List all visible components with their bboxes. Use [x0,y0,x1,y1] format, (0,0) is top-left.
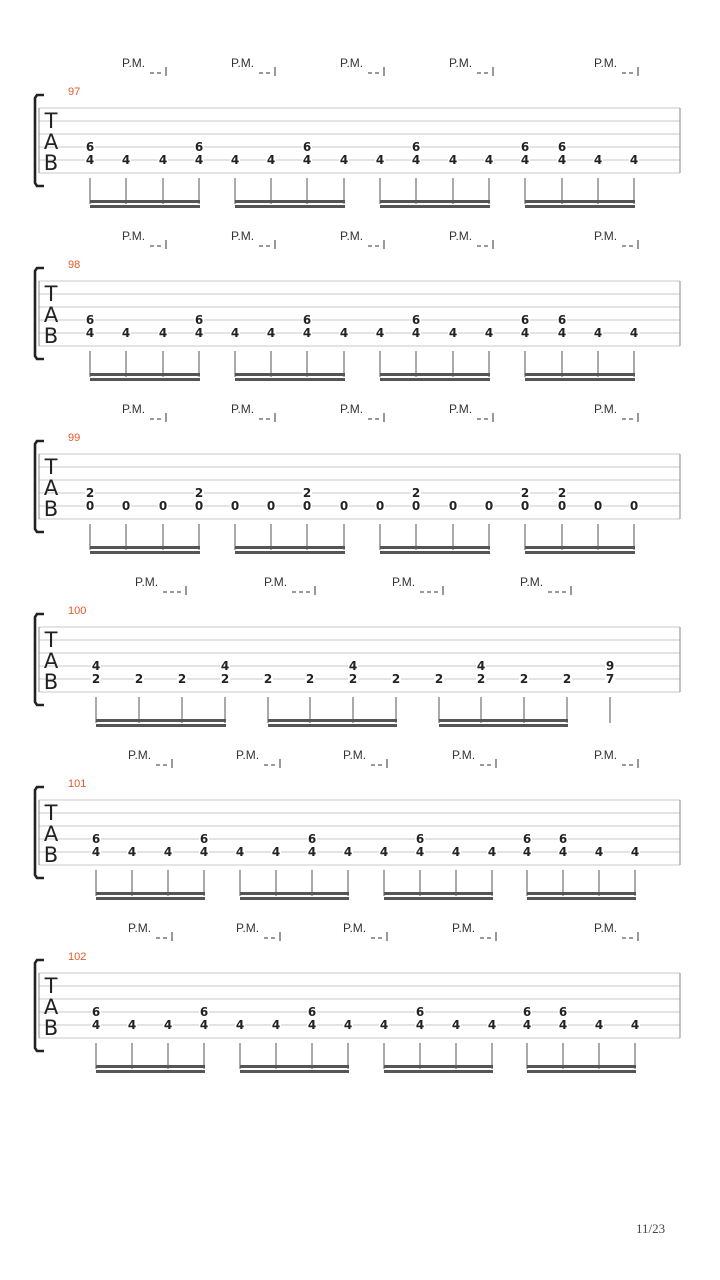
fret-number: 4 [411,326,421,340]
fret-number: 4 [199,845,209,859]
fret-number: 4 [558,845,568,859]
fret-number: 4 [448,153,458,167]
fret-number: 4 [266,326,276,340]
fret-number: 6 [411,313,421,327]
fret-number: 4 [451,845,461,859]
measure-number: 98 [68,259,81,271]
fret-number: 2 [476,672,486,686]
measure-number: 100 [68,605,87,617]
tab-clef-letter: T [44,109,58,133]
fret-number: 0 [557,499,567,513]
palm-mute-label: P.M. [449,56,473,70]
fret-number: 4 [415,1018,425,1032]
fret-number: 4 [379,1018,389,1032]
fret-number: 6 [558,1005,568,1019]
fret-number: 4 [235,1018,245,1032]
fret-number: 4 [271,845,281,859]
fret-number: 0 [230,499,240,513]
fret-number: 2 [348,672,358,686]
fret-number: 4 [343,845,353,859]
beam [525,378,635,381]
fret-number: 4 [266,153,276,167]
beam [96,1070,205,1073]
fret-number: 2 [194,486,204,500]
fret-number: 4 [271,1018,281,1032]
tab-clef-letter: B [43,324,59,348]
tab-clef-letter: B [43,151,59,175]
palm-mute-label: P.M. [520,575,544,589]
palm-mute-label: P.M. [135,575,159,589]
fret-number: 2 [91,672,101,686]
beam [96,719,226,722]
fret-number: 6 [415,1005,425,1019]
fret-number: 6 [194,140,204,154]
beam [525,205,635,208]
fret-number: 4 [230,153,240,167]
fret-number: 4 [91,659,101,673]
fret-number: 6 [558,832,568,846]
fret-number: 9 [605,659,615,673]
fret-number: 6 [194,313,204,327]
beam [235,200,345,203]
palm-mute-label: P.M. [343,748,367,762]
fret-number: 4 [487,1018,497,1032]
beam [527,897,636,900]
fret-number: 4 [629,153,639,167]
tab-clef-letter: A [43,822,59,846]
fret-number: 0 [158,499,168,513]
palm-mute-label: P.M. [449,402,473,416]
fret-number: 4 [522,1018,532,1032]
fret-number: 4 [343,1018,353,1032]
fret-number: 6 [520,313,530,327]
beam [240,1070,349,1073]
beam [525,546,635,549]
fret-number: 2 [263,672,273,686]
fret-number: 6 [522,1005,532,1019]
fret-number: 4 [557,326,567,340]
fret-number: 4 [121,153,131,167]
fret-number: 6 [307,832,317,846]
fret-number: 6 [307,1005,317,1019]
beam [439,719,568,722]
fret-number: 0 [266,499,276,513]
fret-number: 4 [594,1018,604,1032]
palm-mute-label: P.M. [128,921,152,935]
fret-number: 4 [230,326,240,340]
fret-number: 4 [194,153,204,167]
fret-number: 6 [557,140,567,154]
beam [235,378,345,381]
fret-number: 4 [629,326,639,340]
beam [90,551,200,554]
fret-number: 4 [520,326,530,340]
beam [380,378,490,381]
fret-number: 4 [476,659,486,673]
fret-number: 4 [127,1018,137,1032]
fret-number: 4 [91,1018,101,1032]
fret-number: 4 [307,845,317,859]
fret-number: 4 [593,153,603,167]
tab-clef-letter: T [44,455,58,479]
fret-number: 4 [411,153,421,167]
fret-number: 4 [339,153,349,167]
palm-mute-label: P.M. [343,921,367,935]
fret-number: 4 [375,326,385,340]
fret-number: 4 [235,845,245,859]
fret-number: 4 [163,845,173,859]
beam [96,897,205,900]
tab-clef-letter: B [43,843,59,867]
fret-number: 2 [520,486,530,500]
measure-number: 102 [68,951,87,963]
beam [525,373,635,376]
fret-number: 4 [520,153,530,167]
fret-number: 4 [163,1018,173,1032]
fret-number: 2 [134,672,144,686]
palm-mute-label: P.M. [122,229,146,243]
fret-number: 6 [302,140,312,154]
fret-number: 4 [85,326,95,340]
beam [90,378,200,381]
tab-clef-letter: B [43,1016,59,1040]
fret-number: 4 [522,845,532,859]
tab-clef-letter: A [43,649,59,673]
palm-mute-label: P.M. [340,402,364,416]
palm-mute-label: P.M. [122,402,146,416]
fret-number: 4 [127,845,137,859]
measure-number: 99 [68,432,81,444]
tab-clef-letter: A [43,476,59,500]
fret-number: 4 [630,1018,640,1032]
beam [380,546,490,549]
tab-clef-letter: T [44,974,58,998]
tab-clef-letter: T [44,628,58,652]
fret-number: 0 [85,499,95,513]
beam [96,892,205,895]
palm-mute-label: P.M. [236,748,260,762]
fret-number: 6 [91,1005,101,1019]
fret-number: 4 [158,326,168,340]
fret-number: 4 [451,1018,461,1032]
fret-number: 4 [199,1018,209,1032]
fret-number: 2 [220,672,230,686]
palm-mute-label: P.M. [264,575,288,589]
fret-number: 0 [629,499,639,513]
fret-number: 4 [339,326,349,340]
palm-mute-label: P.M. [236,921,260,935]
fret-number: 2 [85,486,95,500]
beam [90,373,200,376]
fret-number: 6 [522,832,532,846]
beam [235,373,345,376]
fret-number: 4 [448,326,458,340]
measure-number: 101 [68,778,87,790]
fret-number: 6 [520,140,530,154]
beam [90,200,200,203]
fret-number: 6 [85,140,95,154]
beam [240,892,349,895]
palm-mute-label: P.M. [231,402,255,416]
fret-number: 4 [379,845,389,859]
fret-number: 4 [91,845,101,859]
beam [268,719,397,722]
beam [384,892,493,895]
fret-number: 4 [484,326,494,340]
palm-mute-label: P.M. [452,748,476,762]
fret-number: 4 [302,326,312,340]
fret-number: 2 [434,672,444,686]
fret-number: 6 [91,832,101,846]
beam [527,892,636,895]
beam [268,724,397,727]
beam [96,1065,205,1068]
fret-number: 2 [519,672,529,686]
tab-clef-letter: A [43,130,59,154]
fret-number: 4 [307,1018,317,1032]
fret-number: 6 [302,313,312,327]
beam [96,724,226,727]
measure-number: 97 [68,86,81,98]
beam [439,724,568,727]
fret-number: 4 [302,153,312,167]
fret-number: 2 [411,486,421,500]
fret-number: 0 [593,499,603,513]
beam [527,1070,636,1073]
fret-number: 4 [487,845,497,859]
fret-number: 0 [121,499,131,513]
fret-number: 6 [199,832,209,846]
tab-clef-letter: A [43,995,59,1019]
beam [384,1070,493,1073]
beam [240,897,349,900]
fret-number: 4 [593,326,603,340]
beam [380,551,490,554]
fret-number: 0 [448,499,458,513]
beam [235,551,345,554]
page-number: 11/23 [636,1221,666,1236]
fret-number: 4 [375,153,385,167]
palm-mute-label: P.M. [122,56,146,70]
fret-number: 0 [520,499,530,513]
fret-number: 0 [411,499,421,513]
palm-mute-label: P.M. [231,56,255,70]
beam [235,546,345,549]
palm-mute-label: P.M. [340,229,364,243]
fret-number: 0 [484,499,494,513]
fret-number: 2 [557,486,567,500]
fret-number: 2 [391,672,401,686]
fret-number: 6 [199,1005,209,1019]
tab-clef-letter: B [43,670,59,694]
fret-number: 4 [415,845,425,859]
fret-number: 6 [85,313,95,327]
palm-mute-label: P.M. [340,56,364,70]
palm-mute-label: P.M. [594,402,618,416]
beam [235,205,345,208]
tab-clef-letter: T [44,282,58,306]
palm-mute-label: P.M. [594,748,618,762]
beam [380,205,490,208]
fret-number: 4 [158,153,168,167]
palm-mute-label: P.M. [594,56,618,70]
fret-number: 4 [220,659,230,673]
fret-number: 4 [121,326,131,340]
fret-number: 2 [562,672,572,686]
fret-number: 6 [415,832,425,846]
fret-number: 0 [339,499,349,513]
fret-number: 4 [85,153,95,167]
fret-number: 4 [594,845,604,859]
fret-number: 2 [305,672,315,686]
tab-clef-letter: B [43,497,59,521]
fret-number: 6 [557,313,567,327]
fret-number: 2 [302,486,312,500]
tab-clef-letter: A [43,303,59,327]
palm-mute-label: P.M. [594,229,618,243]
beam [90,546,200,549]
beam [527,1065,636,1068]
fret-number: 7 [605,672,615,686]
fret-number: 4 [558,1018,568,1032]
tab-clef-letter: T [44,801,58,825]
fret-number: 0 [302,499,312,513]
fret-number: 4 [630,845,640,859]
beam [380,200,490,203]
palm-mute-label: P.M. [449,229,473,243]
fret-number: 4 [484,153,494,167]
fret-number: 6 [411,140,421,154]
palm-mute-label: P.M. [231,229,255,243]
beam [90,205,200,208]
fret-number: 4 [348,659,358,673]
palm-mute-label: P.M. [392,575,416,589]
fret-number: 0 [194,499,204,513]
palm-mute-label: P.M. [452,921,476,935]
fret-number: 4 [194,326,204,340]
palm-mute-label: P.M. [594,921,618,935]
fret-number: 2 [177,672,187,686]
fret-number: 4 [557,153,567,167]
fret-number: 0 [375,499,385,513]
beam [525,551,635,554]
beam [525,200,635,203]
beam [384,1065,493,1068]
beam [380,373,490,376]
beam [240,1065,349,1068]
palm-mute-label: P.M. [128,748,152,762]
beam [384,897,493,900]
